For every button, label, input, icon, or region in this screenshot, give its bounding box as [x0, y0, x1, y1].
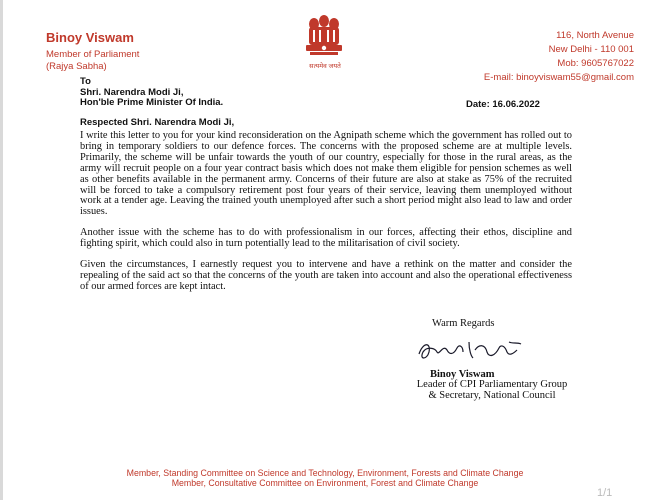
signatory-name: Binoy Viswam — [430, 369, 495, 380]
recipient-to: To — [80, 76, 91, 87]
body-paragraph-3: Given the circumstances, I earnestly request you to intervene and have a rethink on the matter and consider the repealing of the said act so that the concerns of the youth are taken into account and also the operational effectiveness of our armed forces are kept intact. — [80, 259, 572, 292]
letterhead-contact — [484, 29, 634, 85]
recipient-name: Shri. Narendra Modi Ji, — [80, 86, 184, 98]
handwritten-signature — [413, 334, 538, 366]
body-paragraph-1: I write this letter to you for your kind reconsideration on the Agnipath scheme which the government has rolled out to bring in temporary soldiers to our defence forces. The concerns with the proposed scheme are at multiple levels. Primarily, the scheme will be unfair towards the youth of our country, especially for those in the rural areas, as the army will recruit people on a four year contract basis which does not make them eligible for pension schemes as well as other benefits available in the permanent army. Concerns of their future are also at stake as 75% of the recruited will be forced to take a compulsory retirement post four years of their service, leaving them unemployed without work at a tender age. Leaving the trained youth unemployed after such a short period might also lead to law and order issues. — [80, 130, 572, 218]
recipient-block — [80, 77, 223, 109]
page-indicator: 1/1 — [597, 487, 613, 499]
sender-designation: Member of Parliament — [46, 49, 140, 60]
footer-line-2: Member, Consultative Committee on Environment, Forest and Climate Change — [171, 478, 479, 488]
emblem-caption: सत्यमेव जयते — [309, 63, 341, 70]
mobile-number: Mob: 9605767022 — [557, 58, 634, 69]
recipient-title: Hon'ble Prime Minister Of India. — [80, 97, 224, 108]
signatory-title-2: & Secretary, National Council — [428, 390, 556, 401]
sender-house: (Rajya Sabha) — [46, 61, 107, 72]
page-edge — [0, 0, 3, 500]
sender-name: Binoy Viswam — [46, 30, 134, 45]
letterhead-footer — [0, 468, 650, 488]
signatory-title-1: Leader of CPI Parliamentary Group — [416, 379, 568, 390]
letter-date: Date: 16.06.2022 — [466, 99, 540, 110]
national-emblem-icon — [300, 12, 348, 64]
footer-line-1: Member, Standing Committee on Science and Technology, Environment, Forests and Climate Change — [126, 468, 524, 478]
signatory-titles — [392, 379, 592, 401]
letter-body — [80, 131, 572, 303]
address-line-2: New Delhi - 110 001 — [548, 44, 634, 55]
email-address: E-mail: binoyviswam55@gmail.com — [483, 72, 634, 83]
body-paragraph-2: Another issue with the scheme has to do with professionalism in our forces, affecting their ethos, discipline and fighting spirit, which could also in turn potentially lead to the militarisation of civil society. — [80, 227, 572, 250]
address-line-1: 116, North Avenue — [556, 30, 634, 41]
salutation: Respected Shri. Narendra Modi Ji, — [80, 117, 235, 128]
letterhead-sender — [46, 30, 139, 73]
closing-regards: Warm Regards — [432, 318, 495, 329]
